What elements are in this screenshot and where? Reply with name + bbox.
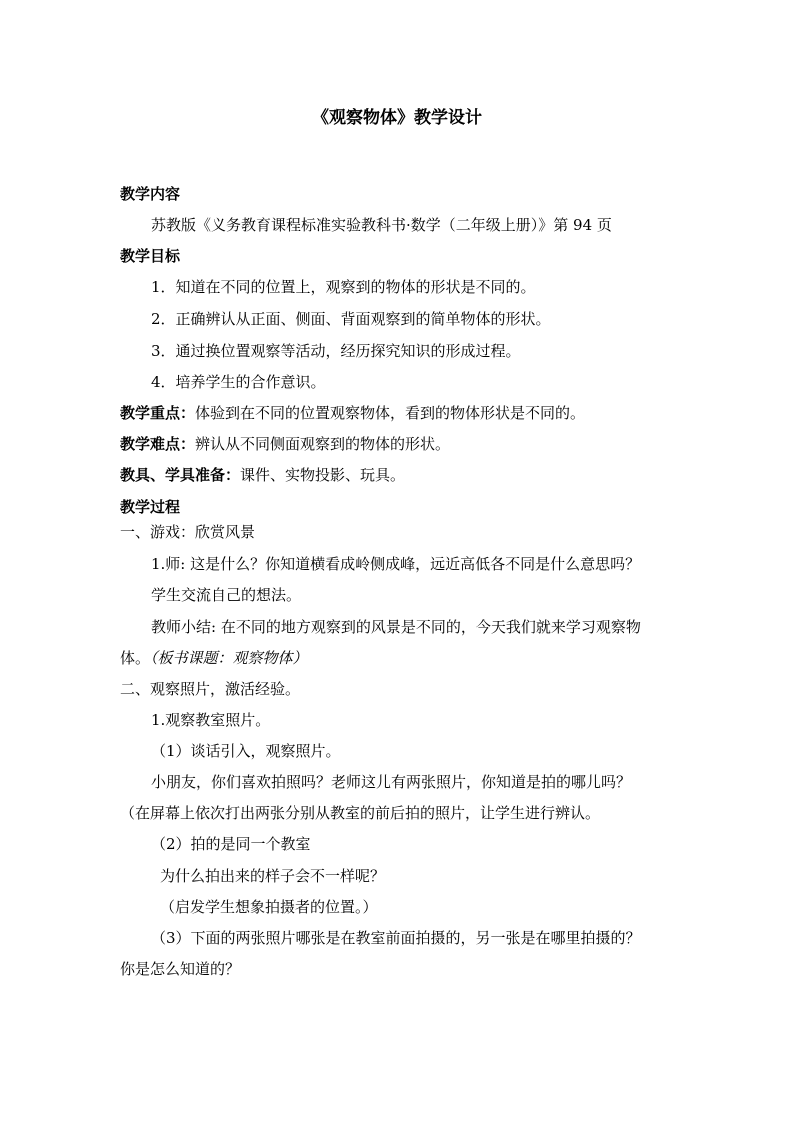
goals-heading: 教学目标 bbox=[120, 247, 181, 265]
difficult-point-label: 教学难点： bbox=[120, 435, 196, 453]
section2-sub1: （1）谈话引入，观察照片。 bbox=[151, 742, 341, 760]
section1-summary-cont bbox=[120, 648, 308, 668]
content-heading: 教学内容 bbox=[120, 185, 181, 203]
section1-heading: 一、游戏：欣赏风景 bbox=[120, 523, 256, 541]
board-title-note: （板书课题：观察物体） bbox=[150, 649, 308, 667]
materials-label: 教具、学具准备： bbox=[120, 466, 241, 484]
section2-ask-note: （在屏幕上依次打出两张分别从教室的前后拍的照片，让学生进行辨认。 bbox=[120, 804, 601, 822]
difficult-point-text: 辨认从不同侧面观察到的物体的形状。 bbox=[195, 435, 451, 453]
section2-sub2: （2）拍的是同一个教室 bbox=[151, 835, 311, 853]
section1-question: 1.师: 这是什么？你知道横看成岭侧成峰，远近高低各不同是什么意思吗？ bbox=[151, 555, 641, 573]
section2-heading: 二、观察照片，激活经验。 bbox=[120, 680, 301, 698]
key-point-label: 教学重点： bbox=[120, 404, 196, 422]
key-point bbox=[120, 403, 585, 423]
materials-text: 课件、实物投影、玩具。 bbox=[240, 466, 406, 484]
section2-inspire: （启发学生想象拍摄者的位置。） bbox=[160, 898, 378, 916]
section2-ask: 小朋友，你们喜欢拍照吗？老师这儿有两张照片，你知道是拍的哪儿吗？ bbox=[151, 773, 632, 791]
goal-item: 1．知道在不同的位置上，观察到的物体的形状是不同的。 bbox=[151, 278, 536, 296]
content-text: 苏教版《义务教育课程标准实验教科书·数学（二年级上册）》第 94 页 bbox=[151, 216, 612, 234]
goal-item: 2．正确辨认从正面、侧面、背面观察到的简单物体的形状。 bbox=[151, 310, 551, 328]
goal-item: 4．培养学生的合作意识。 bbox=[151, 373, 326, 391]
section1-summary: 教师小结: 在不同的地方观察到的风景是不同的，今天我们就来学习观察物 bbox=[151, 618, 641, 636]
key-point-text: 体验到在不同的位置观察物体，看到的物体形状是不同的。 bbox=[195, 404, 586, 422]
goal-item: 3．通过换位置观察等活动，经历探究知识的形成过程。 bbox=[151, 342, 521, 360]
section2-sub3-cont: 你是怎么知道的？ bbox=[120, 960, 241, 978]
difficult-point bbox=[120, 434, 450, 454]
section2-sub3: （3）下面的两张照片哪张是在教室前面拍摄的，另一张是在哪里拍摄的？ bbox=[151, 929, 641, 947]
materials bbox=[120, 465, 405, 485]
section2-item1: 1.观察教室照片。 bbox=[151, 711, 271, 729]
summary-cont-text: 体。 bbox=[120, 649, 151, 667]
page-title: 《观察物体》教学设计 bbox=[312, 108, 482, 128]
process-heading: 教学过程 bbox=[120, 498, 181, 516]
section2-why: 为什么拍出来的样子会不一样呢？ bbox=[160, 867, 386, 885]
section1-students: 学生交流自己的想法。 bbox=[151, 586, 302, 604]
